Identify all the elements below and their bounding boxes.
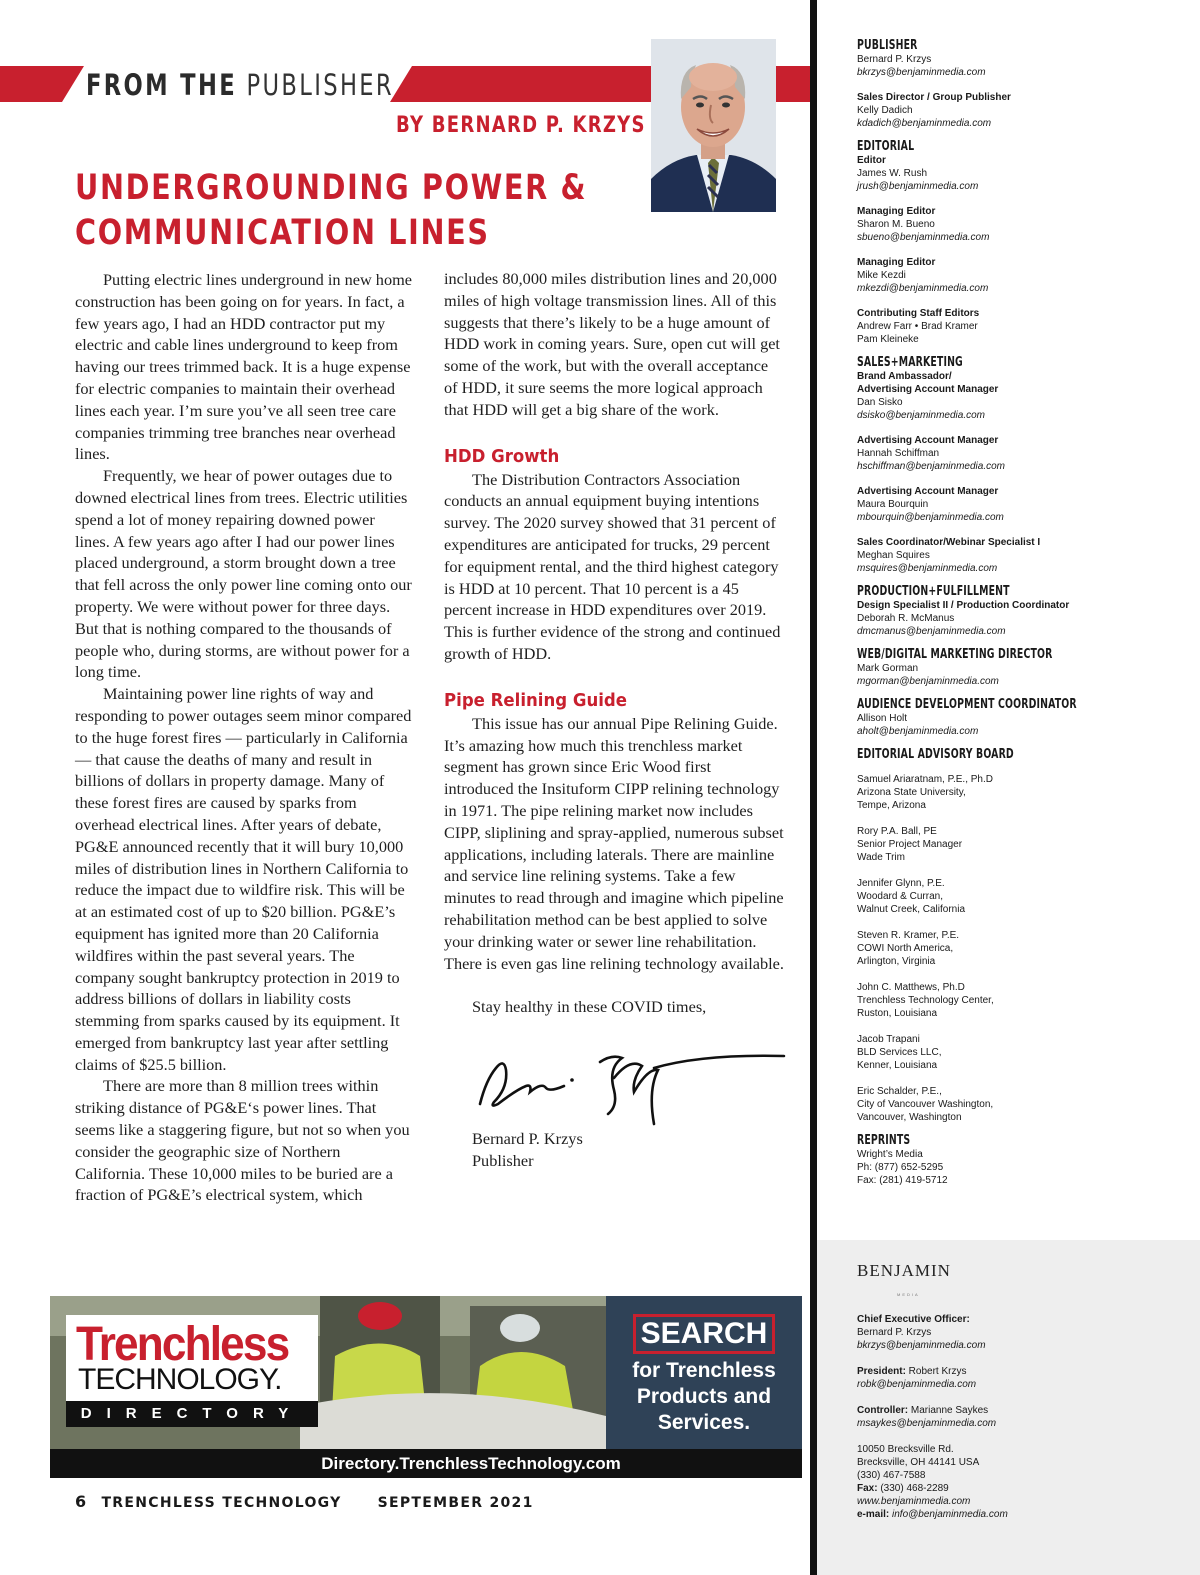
email-link[interactable]: msquires@benjaminmedia.com: [857, 563, 998, 574]
website-link[interactable]: www.benjaminmedia.com: [857, 1496, 971, 1507]
ad-search-panel[interactable]: [606, 1296, 802, 1449]
benjamin-media-logo: BENJAMIN MEDIA: [857, 1261, 951, 1297]
masthead-publisher-heading: PUBLISHER: [857, 38, 918, 53]
article-headline: UNDERGROUNDING POWER & COMMUNICATION LINES: [75, 168, 588, 253]
paragraph: Putting electric lines underground in new home construction has been going on for years. In fact, a few years ago, I had an HDD contractor put my electric and cable lines underground to keep from having our trees trimmed back. It is a huge expense for electric companies to maintain their overhead lines each year. I’m sure you’ve all seen tree care companies trimming tree branches near overhead lines.: [75, 270, 412, 464]
list-item: John C. Matthews, Ph.D Trenchless Technology Center, Ruston, Louisiana: [857, 982, 994, 1019]
masthead-audience-heading: AUDIENCE DEVELOPMENT COORDINATOR: [857, 697, 1077, 712]
directory-ad[interactable]: [50, 1296, 802, 1478]
email-link[interactable]: sbueno@benjaminmedia.com: [857, 232, 990, 243]
list-item: Samuel Ariaratnam, P.E., Ph.D Arizona State University, Tempe, Arizona: [857, 774, 993, 811]
list-item: Jennifer Glynn, P.E. Woodard & Curran, Walnut Creek, California: [857, 878, 966, 915]
column-divider: [810, 0, 817, 1575]
email-link[interactable]: kdadich@benjaminmedia.com: [857, 118, 992, 129]
masthead-production-heading: PRODUCTION+FULFILLMENT: [857, 584, 1010, 599]
email-link[interactable]: mbourquin@benjaminmedia.com: [857, 512, 1004, 523]
email-link[interactable]: mgorman@benjaminmedia.com: [857, 676, 999, 687]
paragraph: Maintaining power line rights of way and responding to power outages seem minor compared to the huge forest fires — particularly in California — that cause the deaths of many and result in billions of dollars in property damage. Many of these forest fires are caused by sparks from overhead electrical lines. After years of debate, PG&E announced recently that it will bury 10,000 miles of distribution lines in Northern California to reduce the impact due to wildfire risk. This will be at an estimated cost of up to $20 billion. PG&E’s equipment has ignited more than 20 California wildfires within the past several years. The company sought bankruptcy protection in 2019 to address billions of dollars in liability costs stemming from sparks caused by its equipment. It emerged from bankruptcy last year after settling claims of $25.5 billion.: [75, 684, 412, 1074]
email-link[interactable]: hschiffman@benjaminmedia.com: [857, 461, 1005, 472]
masthead-reprints-heading: REPRINTS: [857, 1133, 911, 1148]
masthead-editorial-heading: EDITORIAL: [857, 139, 915, 154]
section-kicker: FROM THE PUBLISHER: [86, 68, 394, 102]
paragraph: The Distribution Contractors Association conducts an annual equipment buying intentions survey. The 2020 survey showed that 31 percent of expenditures are anticipated for trucks, 29 percent for equipment rental, and the third highest category is HDD at 10 percent. That 10 percent is a 45 percent increase in HDD expenditures over 2019. This is further evidence of the strong and continued growth of HDD.: [444, 469, 781, 663]
signer-title: Publisher: [472, 1151, 534, 1171]
ad-url-link[interactable]: Directory.TrenchlessTechnology.com: [50, 1449, 802, 1478]
signature: [472, 1028, 792, 1128]
closing-line: Stay healthy in these COVID times,: [472, 997, 707, 1017]
corporate-info: BENJAMIN MEDIA Chief Executive Officer: Bernard P. Krzys bkrzys@benjaminmedia.com President: Robert Krzys robk@benjaminmedia.com Controller: Marianne Saykes msaykes@benjaminmedia.com 10050 Brecksville Rd. Brecksville, OH 44141 USA (330) 467-7588 Fax: (330) 468-2289 www.benjaminmedia.com e-mail: info@benjaminmedia.com: [857, 1264, 1187, 1521]
article-column-1: [75, 269, 413, 1206]
email-link[interactable]: bkrzys@benjaminmedia.com: [857, 1340, 986, 1351]
ad-tagline: for Trenchless Products and Services.: [632, 1359, 776, 1434]
list-item: Steven R. Kramer, P.E. COWI North America, Arlington, Virginia: [857, 930, 960, 967]
email-link[interactable]: dmcmanus@benjaminmedia.com: [857, 626, 1006, 637]
article-column-2: [444, 268, 784, 1172]
list-item: Eric Schalder, P.E., City of Vancouver Washington, Vancouver, Washington: [857, 1086, 994, 1123]
masthead-board-heading: EDITORIAL ADVISORY BOARD: [857, 747, 1014, 762]
list-item: Rory P.A. Ball, PE Senior Project Manager Wade Trim: [857, 826, 963, 863]
footer-magazine: TRENCHLESS TECHNOLOGY: [101, 1495, 342, 1511]
page-number: 6: [75, 1492, 88, 1511]
page-footer: [75, 1492, 534, 1511]
email-link[interactable]: robk@benjaminmedia.com: [857, 1379, 977, 1390]
publisher-photo: [651, 39, 776, 212]
email-link[interactable]: dsisko@benjaminmedia.com: [857, 410, 985, 421]
email-link[interactable]: mkezdi@benjaminmedia.com: [857, 283, 989, 294]
paragraph: Frequently, we hear of power outages due to downed electrical lines from trees. Electric utilities spend a lot of money repairing downed power lines. A few years ago after I had our power lines placed underground, a storm brought down a tree that fell across the only power line coming onto our property. We were without power for three days. But that is nothing compared to the thousands of people who, during storms, are without power for a long time.: [75, 466, 412, 682]
signer-name: Bernard P. Krzys: [472, 1129, 583, 1149]
footer-date: SEPTEMBER 2021: [377, 1495, 534, 1511]
trenchless-directory-logo: Trenchless TECHNOLOGY. DIRECTORY: [66, 1315, 318, 1427]
masthead-web-heading: WEB/DIGITAL MARKETING DIRECTOR: [857, 647, 1053, 662]
ad-search-label[interactable]: SEARCH: [633, 1314, 775, 1354]
masthead-sales-heading: SALES+MARKETING: [857, 355, 963, 370]
email-link[interactable]: msaykes@benjaminmedia.com: [857, 1418, 997, 1429]
subhead-hdd-growth: HDD Growth: [444, 445, 560, 467]
email-link[interactable]: aholt@benjaminmedia.com: [857, 726, 979, 737]
email-link[interactable]: bkrzys@benjaminmedia.com: [857, 67, 986, 78]
email-link[interactable]: info@benjaminmedia.com: [889, 1509, 1008, 1520]
byline: BY BERNARD P. KRZYS: [396, 113, 646, 138]
advisory-board-list: [857, 773, 1187, 1124]
masthead: PUBLISHER Bernard P. Krzys bkrzys@benjaminmedia.com Sales Director / Group Publisher Kelly Dadich kdadich@benjaminmedia.com EDITORIAL Editor James W. Rush jrush@benjaminmedia.com Managing Editor Sharon M. Bueno sbueno@benjaminmedia.com Managing Editor Mike Kezdi mkezdi@benjaminmedia.com Contributing Staff Editors Andrew Farr • Brad Kramer Pam Kleineke SALES+MARKETING Brand Ambassador/ Advertising Account Manager Dan Sisko dsisko@benjaminmedia.com Advertising Account Manager Hannah Schiffman hschiffman@benjaminmedia.com Advertising Account Manager Maura Bourquin mbourquin@benjaminmedia.com Sales Coordinator/Webinar Specialist I Meghan Squires msquires@benjaminmedia.com PRODUCTION+FULFILLMENT Design Specialist II / Production Coordinator Deborah R. McManus dmcmanus@benjaminmedia.com WEB/DIGITAL MARKETING DIRECTOR Mark Gorman mgorman@benjaminmedia.com AUDIENCE DEVELOPMENT COORDINATOR Allison Holt aholt@benjaminmedia.com EDITORIAL ADVISORY BOARD Samuel Ariaratnam, P.E., Ph.D Arizona State University, Tempe, Arizona Rory P.A. Ball, PE Senior Project Manager Wade Trim Jennifer Glynn, P.E. Woodard & Curran, Walnut Creek, California Steven R. Kramer, P.E. COWI North America, Arlington, Virginia John C. Matthews, Ph.D Trenchless Technology Center, Ruston, Louisiana Jacob Trapani BLD Services LLC, Kenner, Louisiana Eric Schalder, P.E., City of Vancouver Washington, Vancouver, Washington REPRINTS Wright’s Media Ph: (877) 652-5295 Fax: (281) 419-5712: [857, 38, 1187, 1187]
email-link[interactable]: jrush@benjaminmedia.com: [857, 181, 979, 192]
subhead-pipe-relining: Pipe Relining Guide: [444, 689, 628, 711]
paragraph: This issue has our annual Pipe Relining Guide. It’s amazing how much this trenchless market segment has grown since Eric Wood first introduced the Insituform CIPP relining technology in 1971. The pipe relining market now includes CIPP, sliplining and spray-applied, numerous subset applications, including laterals. There are mainline and service line relining systems. Take a few minutes to read through and imagine which pipeline rehabilitation method can be best applied to solve your drinking water or sewer line rehabilitation. There is even gas line relining technology available.: [444, 713, 784, 973]
paragraph: includes 80,000 miles distribution lines and 20,000 miles of high voltage transmission lines. All of this suggests that there’s likely to be a huge amount of HDD work in coming years. Sure, open cut will get some of the work, but with the overall acceptance of HDD, it sure seems the more logical approach that HDD will get a big share of the work.: [444, 269, 780, 419]
paragraph: There are more than 8 million trees within striking distance of PG&E‘s power lines. That seems like a staggering figure, but not so when you consider the geographic size of Northern California. These 10,000 miles to be buried are a fraction of PG&E’s electrical system, which: [75, 1076, 410, 1205]
list-item: Jacob Trapani BLD Services LLC, Kenner, Louisiana: [857, 1034, 942, 1071]
